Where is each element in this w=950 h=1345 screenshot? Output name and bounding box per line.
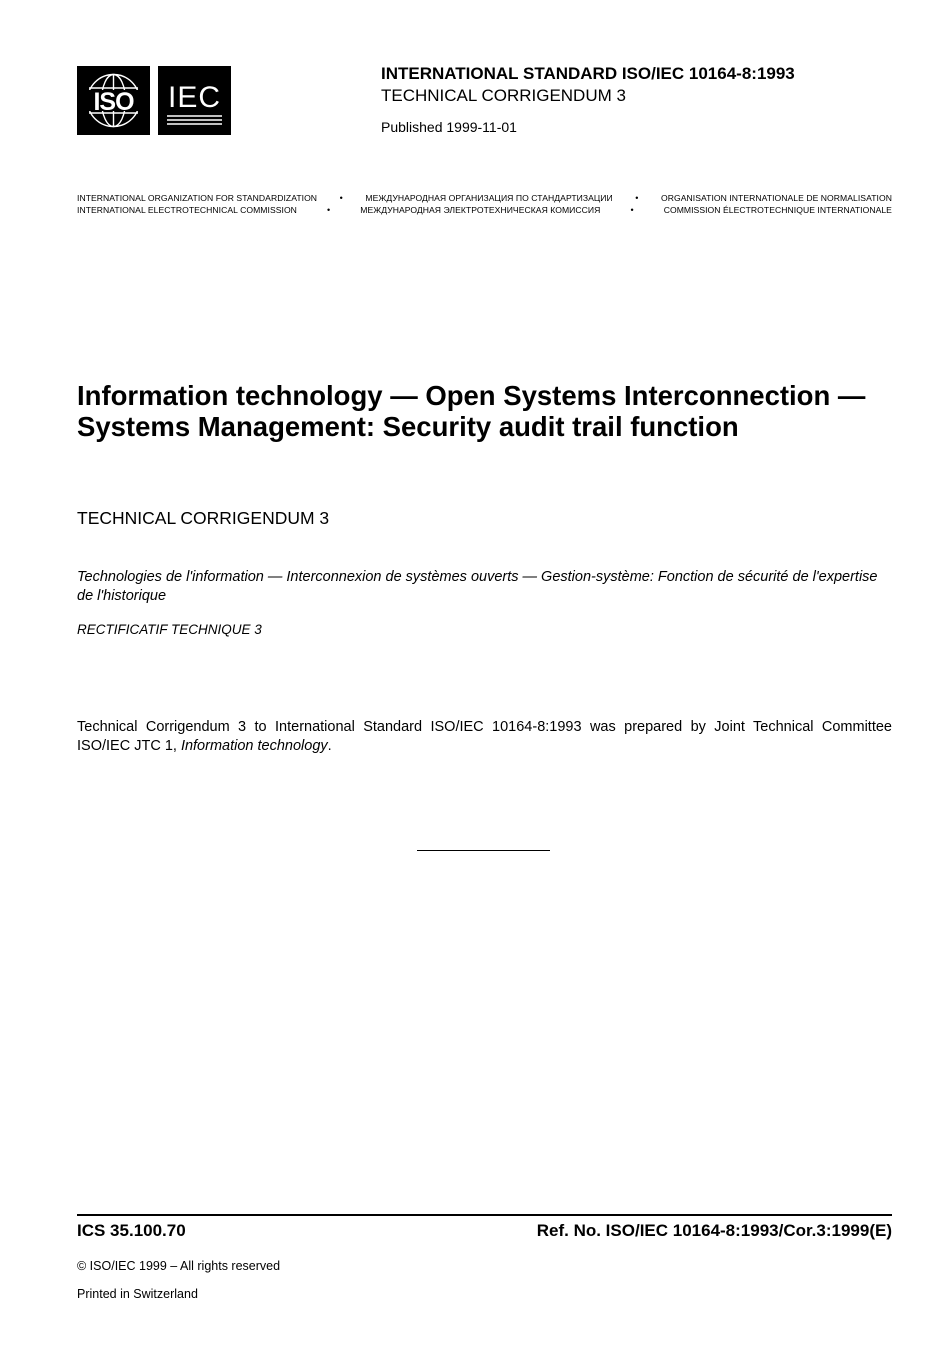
iec-wordmark-icon xyxy=(158,66,231,135)
organisations-line-2 xyxy=(77,205,892,215)
iso-globe-icon xyxy=(77,66,150,135)
bullet-separator: • xyxy=(327,205,331,215)
org-iso-fr: ORGANISATION INTERNATIONALE DE NORMALISATION xyxy=(661,193,892,203)
paragraph-text: Technical Corrigendum 3 to International Standard ISO/IEC 10164-8:1993 was prepared by Joint Technical Committee ISO/IEC JTC 1, xyxy=(77,719,892,754)
footer-rule xyxy=(77,1214,892,1216)
corrigendum-label: TECHNICAL CORRIGENDUM 3 xyxy=(381,86,626,105)
end-separator-line xyxy=(417,850,550,851)
iso-logo xyxy=(77,66,150,135)
org-iso-ru: МЕЖДУНАРОДНАЯ ОРГАНИЗАЦИЯ ПО СТАНДАРТИЗАЦИИ xyxy=(365,193,613,203)
svg-text:ISO: ISO xyxy=(93,88,134,116)
org-iec-en: INTERNATIONAL ELECTROTECHNICAL COMMISSION xyxy=(77,205,297,215)
organisations-line-1 xyxy=(77,193,892,203)
preparation-paragraph xyxy=(77,718,892,755)
ics-code: ICS 35.100.70 xyxy=(77,1221,186,1240)
french-corrigendum: RECTIFICATIF TECHNIQUE 3 xyxy=(77,622,262,637)
iec-logo xyxy=(158,66,231,135)
paragraph-end: . xyxy=(327,737,332,754)
bullet-separator: • xyxy=(630,205,634,215)
standard-title: INTERNATIONAL STANDARD ISO/IEC 10164-8:1993 xyxy=(381,64,795,83)
french-title: Technologies de l'information — Interconnexion de systèmes ouverts — Gestion-système: Fonction de sécurité de l'expertise de l'historique xyxy=(77,569,878,604)
committee-name: Information technology xyxy=(180,737,328,754)
published-date: Published 1999-11-01 xyxy=(381,119,517,135)
org-iec-ru: МЕЖДУНАРОДНАЯ ЭЛЕКТРОТЕХНИЧЕСКАЯ КОМИССИЯ xyxy=(360,205,601,215)
document-title: Information technology — Open Systems Interconnection — Systems Management: Security audit trail function xyxy=(77,380,866,442)
reference-number: Ref. No. ISO/IEC 10164-8:1993/Cor.3:1999(E) xyxy=(536,1221,892,1240)
copyright-notice: © ISO/IEC 1999 – All rights reserved xyxy=(77,1259,281,1273)
corrigendum-heading: TECHNICAL CORRIGENDUM 3 xyxy=(77,508,330,528)
org-iso-en: INTERNATIONAL ORGANIZATION FOR STANDARDIZATION xyxy=(77,193,318,203)
bullet-separator: • xyxy=(339,193,343,203)
svg-text:IEC: IEC xyxy=(167,81,222,114)
printed-in: Printed in Switzerland xyxy=(77,1287,198,1301)
bullet-separator: • xyxy=(635,193,639,203)
org-iec-fr: COMMISSION ÉLECTROTECHNIQUE INTERNATIONALE xyxy=(663,205,892,215)
